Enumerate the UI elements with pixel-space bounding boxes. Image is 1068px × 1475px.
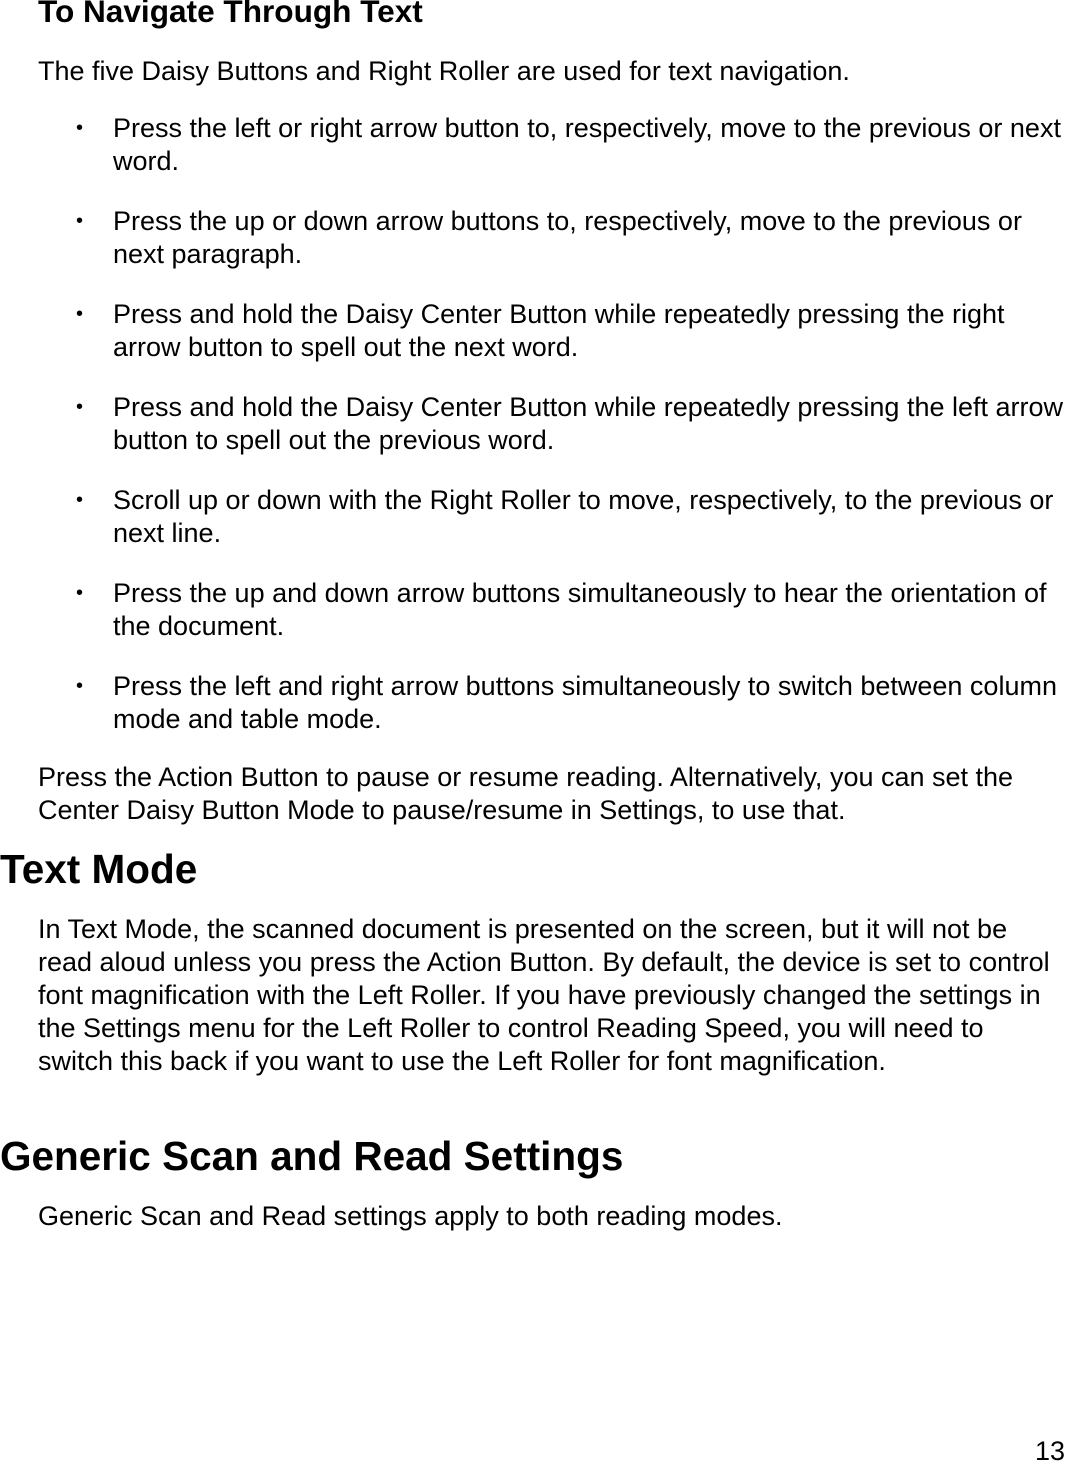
- generic-settings-paragraph: Generic Scan and Read settings apply to both reading modes.: [38, 1201, 783, 1231]
- heading-text-mode: Text Mode: [0, 846, 198, 892]
- list-item: [0, 205, 1065, 271]
- list-item: [0, 577, 1065, 643]
- bullet-icon: •: [76, 396, 84, 418]
- list-item: [0, 391, 1065, 457]
- list-item-text: Press the left or right arrow button to, respectively, move to the previous or next word.: [113, 113, 1061, 176]
- list-item: [0, 670, 1065, 736]
- bullet-icon: •: [76, 117, 84, 139]
- list-item-text: Press and hold the Daisy Center Button while repeatedly pressing the right arrow button to spell out the next word.: [113, 299, 1005, 362]
- list-item-text: Press the up or down arrow buttons to, respectively, move to the previous or next paragraph.: [113, 206, 1022, 269]
- list-item: [0, 298, 1065, 364]
- bullet-icon: •: [76, 210, 84, 232]
- heading-generic-settings: Generic Scan and Read Settings: [0, 1133, 624, 1179]
- navigation-bullet-list: [0, 112, 1068, 763]
- text-mode-paragraph: In Text Mode, the scanned document is presented on the screen, but it will not be read aloud unless you press the Action Button. By default, the device is set to control font magnification with the Left Roller. If you have previously changed the settings in the Settings menu for the Left Roller to control Reading Speed, you will need to switch this back if you want to use the Left Roller for font magnification.: [38, 914, 1050, 1076]
- bullet-icon: •: [76, 675, 84, 697]
- bullet-icon: •: [76, 303, 84, 325]
- bullet-icon: •: [76, 489, 84, 511]
- list-item-text: Press the up and down arrow buttons simultaneously to hear the orientation of the document.: [113, 578, 1047, 641]
- bullet-icon: •: [76, 582, 84, 604]
- page-number: 13: [1034, 1436, 1065, 1466]
- list-item-text: Scroll up or down with the Right Roller to move, respectively, to the previous or next line.: [113, 485, 1054, 548]
- list-item: [0, 112, 1065, 178]
- action-button-paragraph: Press the Action Button to pause or resume reading. Alternatively, you can set the Center Daisy Button Mode to pause/resume in Settings, to use that.: [38, 762, 1014, 825]
- list-item-text: Press the left and right arrow buttons simultaneously to switch between column mode and table mode.: [113, 671, 1057, 734]
- list-item: [0, 484, 1065, 550]
- heading-navigate-through-text: To Navigate Through Text: [38, 0, 423, 29]
- intro-paragraph: The five Daisy Buttons and Right Roller are used for text navigation.: [38, 56, 850, 86]
- list-item-text: Press and hold the Daisy Center Button while repeatedly pressing the left arrow button to spell out the previous word.: [113, 392, 1064, 455]
